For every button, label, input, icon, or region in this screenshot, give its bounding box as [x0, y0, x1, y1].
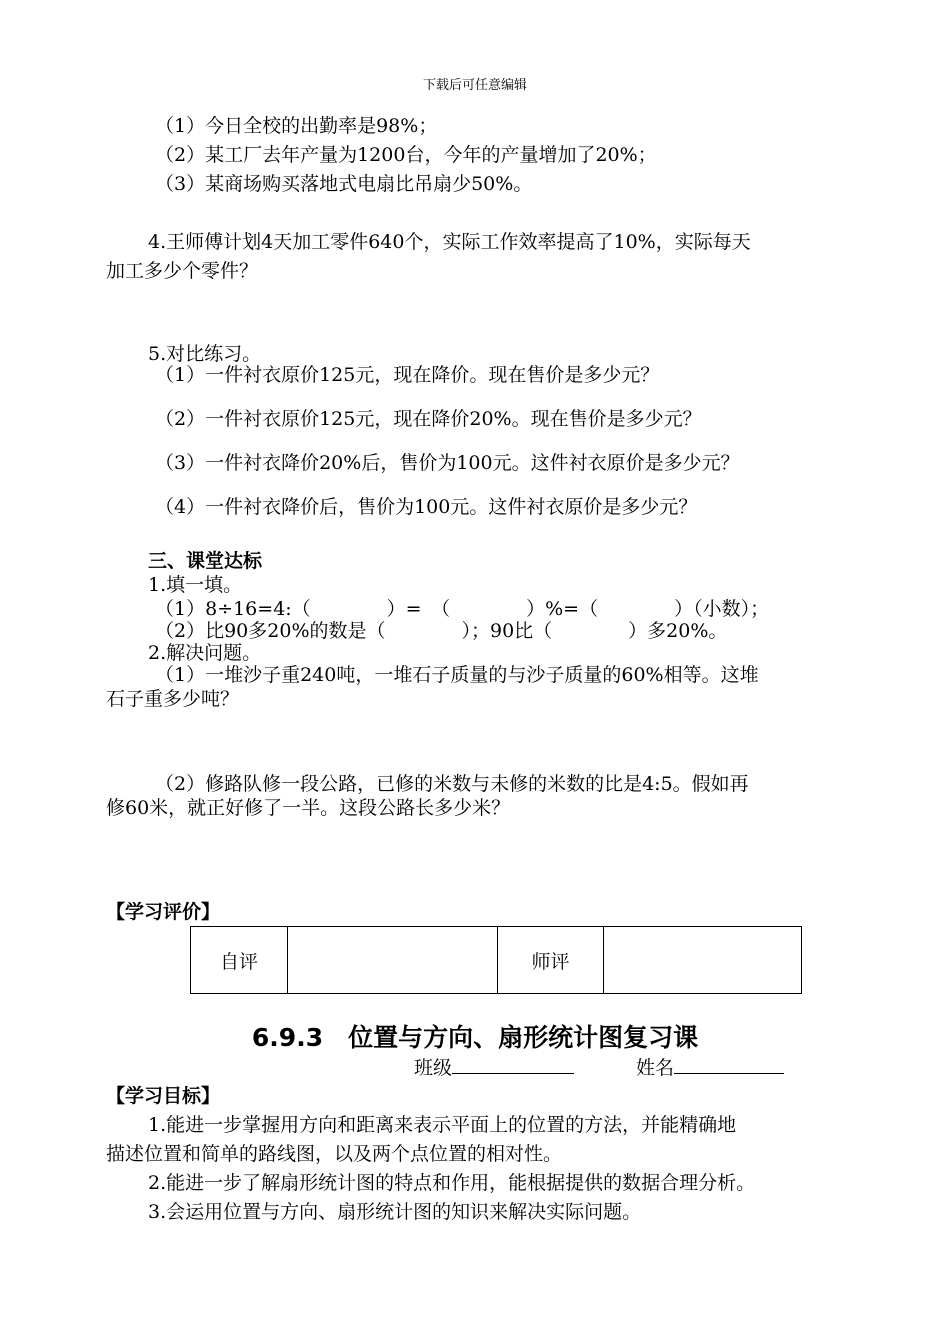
goal-2: 2.能进一步了解扇形统计图的特点和作用，能根据提供的数据合理分析。: [148, 1172, 756, 1194]
q5-item-3: （3）一件衬衣降价20%后，售价为100元。这件衬衣原价是多少元？: [155, 452, 740, 474]
page-header: 下载后可任意编辑: [422, 78, 527, 93]
solve-title: 2.解决问题。: [148, 642, 262, 664]
section3-heading: 三、课堂达标: [148, 550, 263, 572]
name-field: [636, 1055, 784, 1080]
lesson-title: 6.9.3 位置与方向、扇形统计图复习课: [251, 1023, 699, 1052]
evaluation-table: [190, 926, 802, 994]
teacher-eval-cell: [604, 927, 802, 994]
goals-heading: 【学习目标】: [106, 1085, 221, 1107]
class-blank: [452, 1055, 574, 1074]
fill-title: 1.填一填。: [148, 574, 243, 596]
self-eval-cell: [288, 927, 498, 994]
solve-1-line-2: 石子重多少吨？: [106, 688, 240, 710]
name-label: 姓名: [636, 1057, 675, 1079]
solve-2-line-1: （2）修路队修一段公路，已修的米数与未修的米数的比是4:5。假如再: [155, 773, 749, 795]
q5-item-4: （4）一件衬衣降价后，售价为100元。这件衬衣原价是多少元？: [155, 496, 698, 518]
q3-item-2: （2）某工厂去年产量为1200台，今年的产量增加了20%；: [155, 144, 657, 166]
goal-1-line-1: 1.能进一步掌握用方向和距离来表示平面上的位置的方法，并能精确地: [148, 1114, 737, 1136]
q3-item-1: （1）今日全校的出勤率是98%；: [155, 115, 438, 137]
class-field: [414, 1055, 574, 1080]
q5-item-2: （2）一件衬衣原价125元，现在降价20%。现在售价是多少元？: [155, 408, 702, 430]
q4-line-2: 加工多少个零件？: [106, 260, 259, 282]
q5-title: 5.对比练习。: [148, 343, 262, 365]
class-label: 班级: [414, 1057, 453, 1079]
goal-3: 3.会运用位置与方向、扇形统计图的知识来解决实际问题。: [148, 1201, 642, 1223]
goal-1-line-2: 描述位置和简单的路线图，以及两个点位置的相对性。: [106, 1143, 563, 1165]
evaluation-heading: 【学习评价】: [106, 901, 221, 923]
fill-item-1: （1）8÷16=4:（ ）= （ ）%=（ ）（小数）；: [155, 598, 770, 620]
q4-line-1: 4.王师傅计划4天加工零件640个，实际工作效率提高了10%，实际每天: [148, 231, 751, 253]
solve-2-line-2: 修60米，就正好修了一半。这段公路长多少米？: [106, 797, 511, 819]
q5-item-1: （1）一件衬衣原价125元，现在降价。现在售价是多少元？: [155, 364, 660, 386]
self-eval-label: 自评: [191, 927, 288, 994]
name-blank: [674, 1055, 784, 1074]
q3-item-3: （3）某商场购买落地式电扇比吊扇少50%。: [155, 173, 533, 195]
fill-item-2: （2）比90多20%的数是（ ）；90比（ ）多20%。: [155, 620, 728, 642]
teacher-eval-label: 师评: [498, 927, 604, 994]
solve-1-line-1: （1）一堆沙子重240吨，一堆石子质量的与沙子质量的60%相等。这堆: [155, 664, 759, 686]
